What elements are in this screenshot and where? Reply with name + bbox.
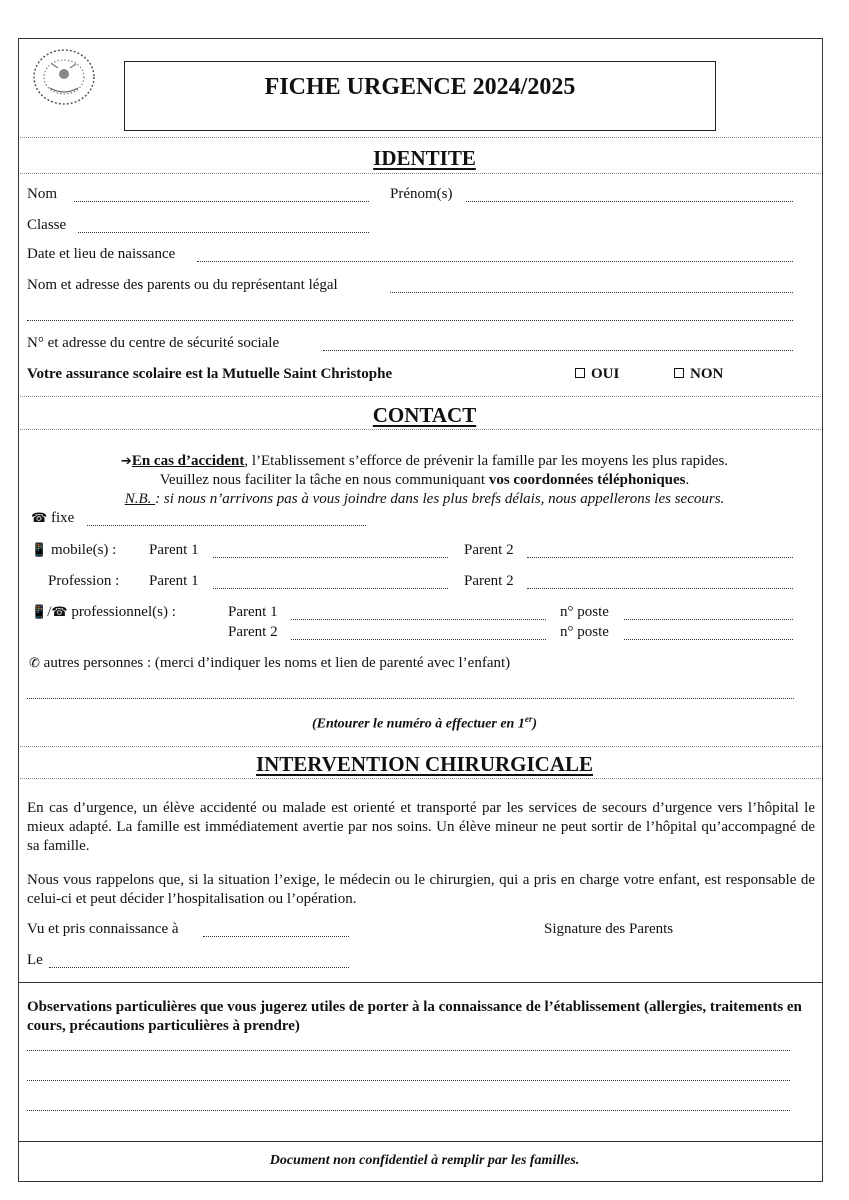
classe-label: Classe bbox=[27, 217, 67, 233]
footer-note: Document non confidentiel à remplir par les familles. bbox=[269, 1153, 580, 1168]
pro-poste1-field[interactable] bbox=[624, 619, 793, 620]
mobile-phone-icon: 📱 bbox=[31, 543, 48, 558]
divider bbox=[20, 173, 821, 174]
slash: / bbox=[47, 604, 52, 620]
vu-label: Vu et pris connaissance à bbox=[27, 921, 179, 937]
nom-field[interactable] bbox=[74, 201, 369, 202]
profession-parent1-label: Parent 1 bbox=[149, 573, 199, 589]
parents-field-line2[interactable] bbox=[27, 320, 793, 321]
profession-parent2-label: Parent 2 bbox=[464, 573, 514, 589]
fixe-field[interactable] bbox=[87, 525, 366, 526]
assurance-text: Votre assurance scolaire est la Mutuelle Saint Christophe bbox=[27, 366, 393, 382]
mobile-parent2-label: Parent 2 bbox=[464, 542, 514, 558]
mobile-phone-icon: 📱 bbox=[31, 605, 48, 620]
professionnel-label: professionnel(s) : bbox=[71, 604, 176, 620]
non-checkbox[interactable] bbox=[674, 366, 723, 383]
contact-nb bbox=[0, 491, 849, 508]
profession-parent1-field[interactable] bbox=[213, 588, 448, 589]
prenom-label: Prénom(s) bbox=[390, 186, 453, 202]
entourer-text: (Entourer le numéro à effectuer en 1 bbox=[311, 716, 525, 732]
pro-poste1-label: n° poste bbox=[560, 604, 609, 620]
classe-field[interactable] bbox=[78, 232, 369, 233]
telephone-icon: ☎ bbox=[31, 511, 48, 526]
profession-parent2-field[interactable] bbox=[527, 588, 793, 589]
telephone-icon: ☎ bbox=[51, 605, 68, 620]
contact-line2-text: Veuillez nous faciliter la tâche en nous communiquant bbox=[159, 472, 489, 488]
prenom-field[interactable] bbox=[466, 201, 793, 202]
footer-divider bbox=[18, 1141, 823, 1142]
oui-checkbox[interactable] bbox=[575, 366, 619, 383]
observations-line-3[interactable] bbox=[27, 1110, 790, 1111]
observations-line-1[interactable] bbox=[27, 1050, 790, 1051]
title-box bbox=[124, 61, 716, 131]
fixe-label: fixe bbox=[50, 510, 75, 526]
section-intervention-heading: INTERVENTION CHIRURGICALE bbox=[255, 752, 594, 776]
profession-label: Profession : bbox=[48, 573, 120, 589]
le-label: Le bbox=[27, 952, 43, 968]
school-stamp-logo bbox=[28, 44, 100, 110]
pro-parent1-label: Parent 1 bbox=[228, 604, 278, 620]
divider bbox=[20, 429, 821, 430]
divider bbox=[20, 746, 821, 747]
pro-parent2-label: Parent 2 bbox=[228, 624, 278, 640]
pro-parent2-field[interactable] bbox=[291, 639, 546, 640]
contact-line2-end: . bbox=[685, 472, 690, 488]
checkbox-icon bbox=[674, 368, 684, 378]
mobile-label: mobile(s) : bbox=[50, 542, 117, 558]
observations-line-2[interactable] bbox=[27, 1080, 790, 1081]
mobile-parent1-label: Parent 1 bbox=[149, 542, 199, 558]
divider bbox=[20, 778, 821, 779]
phone-circle-icon: ✆ bbox=[29, 656, 40, 671]
parents-label: Nom et adresse des parents ou du représentant légal bbox=[27, 277, 338, 293]
intervention-paragraph-2: Nous vous rappelons que, si la situation l’exige, le médecin ou le chirurgien, qui a pris en charge votre enfant, est responsable de celui-ci et peut décider l’hospitalisation ou l’opération. bbox=[27, 872, 815, 907]
coordonnees-emphasis: vos coordonnées téléphoniques bbox=[488, 472, 686, 488]
checkbox-icon bbox=[575, 368, 585, 378]
accident-emphasis: En cas d’accident bbox=[131, 453, 245, 469]
vu-field[interactable] bbox=[203, 936, 349, 937]
entourer-note bbox=[0, 714, 849, 733]
contact-line1-text: , l’Etablissement s’efforce de prévenir la famille par les moyens les plus rapides. bbox=[244, 453, 729, 469]
observations-divider bbox=[18, 982, 823, 983]
non-label: NON bbox=[690, 366, 724, 382]
entourer-sup: er bbox=[524, 714, 533, 724]
professionnel-row bbox=[31, 604, 176, 621]
secu-field[interactable] bbox=[323, 350, 793, 351]
section-identite-heading: IDENTITE bbox=[373, 146, 476, 170]
contact-line2 bbox=[0, 472, 849, 489]
parents-field[interactable] bbox=[390, 292, 793, 293]
pro-poste2-field[interactable] bbox=[624, 639, 793, 640]
naissance-label: Date et lieu de naissance bbox=[27, 246, 176, 262]
page-title: FICHE URGENCE 2024/2025 bbox=[264, 74, 576, 100]
signature-label: Signature des Parents bbox=[544, 921, 674, 937]
secu-label: N° et adresse du centre de sécurité sociale bbox=[27, 335, 280, 351]
divider bbox=[20, 137, 821, 138]
divider bbox=[20, 396, 821, 397]
fixe-row bbox=[31, 510, 74, 527]
intervention-paragraph-1: En cas d’urgence, un élève accidenté ou malade est orienté et transporté par les services de secours d’urgence vers l’hôpital le mieux adapté. La famille est immédiatement avertie par nos soins. Un élève mineur ne peut sortir de l’hôpital qu’accompagné de sa famille. bbox=[27, 800, 815, 854]
autres-field[interactable] bbox=[27, 698, 794, 699]
nb-label: N.B. bbox=[124, 491, 156, 507]
section-contact-heading: CONTACT bbox=[372, 403, 477, 427]
arrow-icon: ➔ bbox=[120, 454, 132, 469]
mobile-row bbox=[31, 542, 116, 559]
nb-text: : si nous n’arrivons pas à vous joindre dans les plus brefs délais, nous appellerons les secours. bbox=[155, 491, 725, 507]
oui-label: OUI bbox=[591, 366, 620, 382]
autres-label: autres personnes : (merci d’indiquer les noms et lien de parenté avec l’enfant) bbox=[43, 655, 511, 671]
nom-label: Nom bbox=[27, 186, 57, 202]
naissance-field[interactable] bbox=[197, 261, 793, 262]
observations-heading: Observations particulières que vous jugerez utiles de porter à la connaissance de l’établissement (allergies, traitements en cours, précautions particulières à prendre) bbox=[27, 999, 802, 1034]
entourer-end: ) bbox=[532, 716, 538, 732]
le-field[interactable] bbox=[49, 967, 349, 968]
pro-poste2-label: n° poste bbox=[560, 624, 609, 640]
mobile-parent2-field[interactable] bbox=[527, 557, 793, 558]
pro-parent1-field[interactable] bbox=[291, 619, 546, 620]
autres-row bbox=[29, 655, 510, 672]
mobile-parent1-field[interactable] bbox=[213, 557, 448, 558]
contact-line1 bbox=[0, 453, 849, 470]
